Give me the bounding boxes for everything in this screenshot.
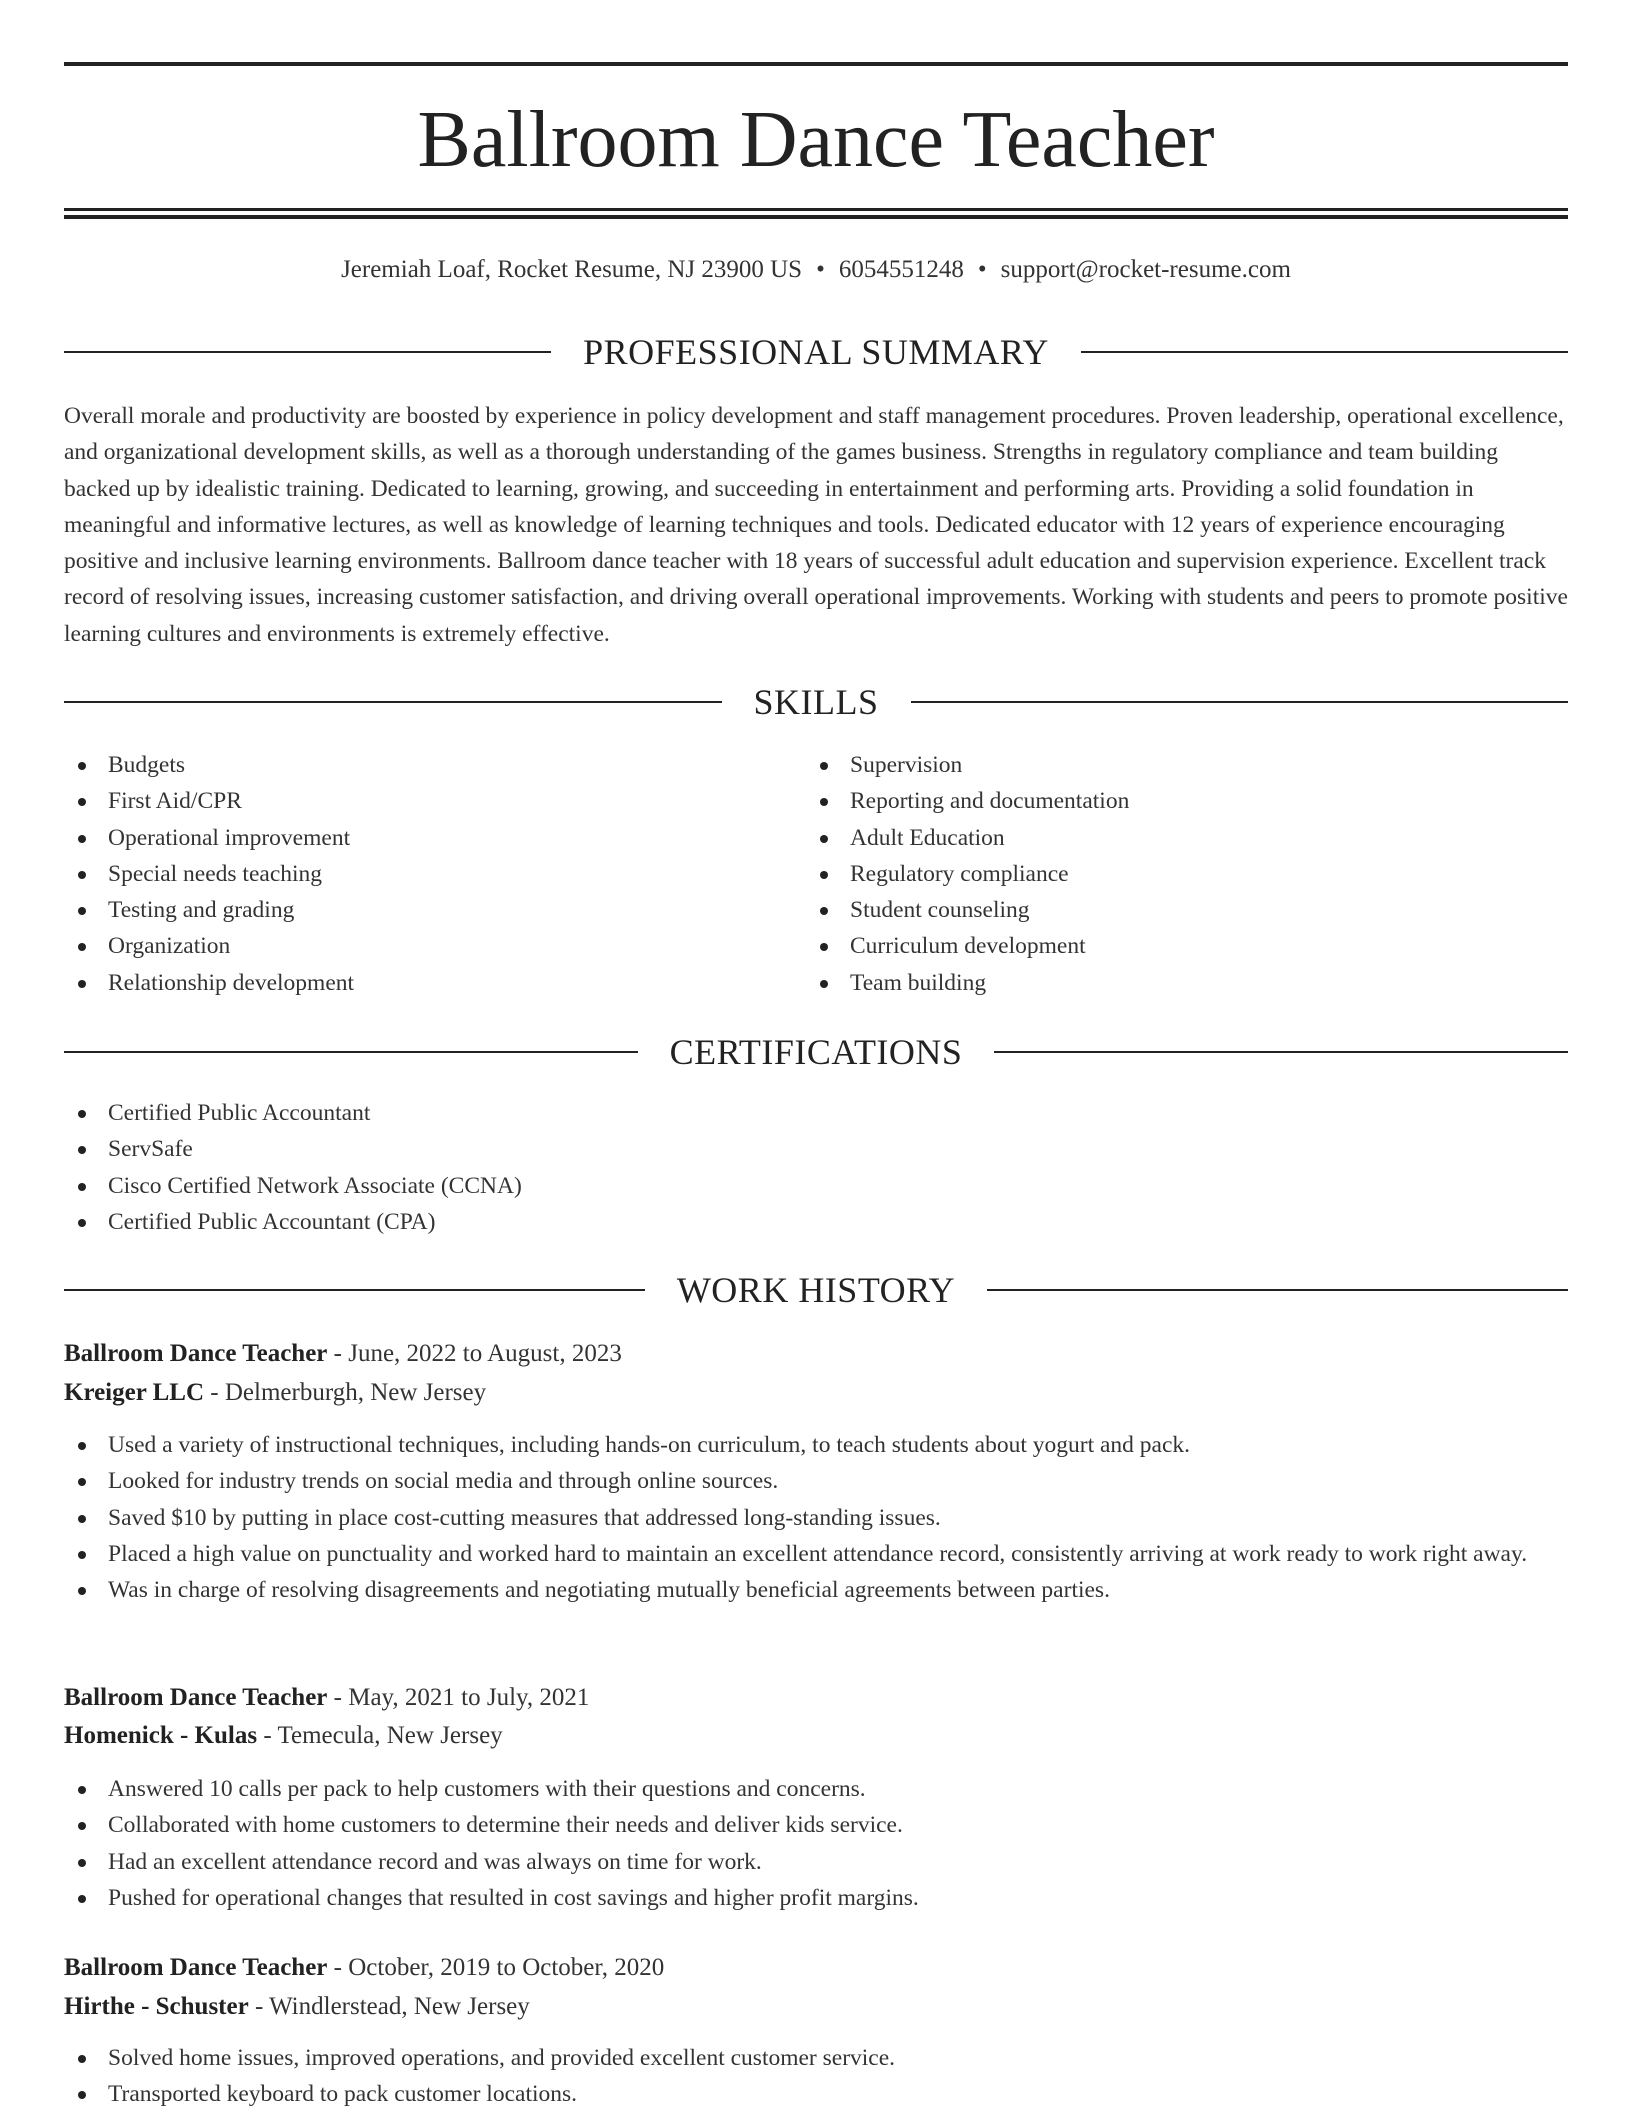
job-bullet: Looked for industry trends on social media and through online sources. [64, 1463, 1568, 1499]
certification-item: Certified Public Accountant [64, 1095, 1568, 1131]
summary-text: Overall morale and productivity are boosted by experience in policy development and staff management procedures. Proven leadership, operational excellence, and organizational development skills, as well as a thorough understanding of the games business. Strengths in regulatory compliance and team building backed up by idealistic training. Dedicated to learning, growing, and succeeding in entertainment and performing arts. Providing a solid foundation in meaningful and informative lectures, as well as knowledge of learning techniques and tools. Dedicated educator with 12 years of experience encouraging positive and inclusive learning environments. Ballroom dance teacher with 18 years of successful adult education and supervision experience. Excellent track record of resolving issues, increasing customer satisfaction, and driving overall operational improvements. Working with students and peers to promote positive learning cultures and environments is extremely effective. [64, 403, 1568, 647]
certification-item: Certified Public Accountant (CPA) [64, 1204, 1568, 1240]
heading-rule-left [64, 1051, 638, 1053]
skill-item: Student counseling [806, 892, 1566, 928]
skill-item: Team building [806, 965, 1566, 1001]
job-title-line [64, 1335, 1568, 1373]
job-bullets [64, 1427, 1568, 1608]
job-bullets [64, 1771, 1568, 1916]
top-rule [64, 62, 1568, 66]
job-title-line [64, 1949, 1568, 1987]
summary-heading-label: PROFESSIONAL SUMMARY [583, 332, 1049, 372]
job-bullet: Had an excellent attendance record and was always on time for work. [64, 1844, 1568, 1880]
heading-rule-right [1081, 351, 1568, 353]
job-location: - Temecula, New Jersey [263, 1722, 503, 1749]
heading-rule-right [987, 1289, 1568, 1291]
contact-separator: • [816, 256, 825, 283]
skill-item: Supervision [806, 747, 1566, 783]
job-bullet: Answered 10 calls per pack to help customers with their questions and concerns. [64, 1771, 1568, 1807]
job-company-line [64, 1988, 1568, 2026]
job-title: Ballroom Dance Teacher [64, 1684, 328, 1711]
certifications-list [64, 1095, 1568, 1240]
heading-rule-right [911, 701, 1569, 703]
skill-item: Testing and grading [64, 892, 804, 928]
job-title: Ballroom Dance Teacher [64, 1340, 328, 1367]
contact-email: support@rocket-resume.com [1000, 256, 1291, 283]
job-bullet: Saved $10 by putting in place cost-cutting measures that addressed long-standing issues. [64, 1500, 1568, 1536]
skill-item: Organization [64, 928, 804, 964]
job-company: Homenick - Kulas [64, 1722, 258, 1749]
heading-rule-left [64, 701, 722, 703]
job-dates: - May, 2021 to July, 2021 [333, 1684, 590, 1711]
job-title: Ballroom Dance Teacher [64, 1954, 328, 1981]
heading-rule-right [994, 1051, 1568, 1053]
contact-phone: 6054551248 [838, 256, 964, 283]
job-bullet: Collaborated with home customers to determine their needs and deliver kids service. [64, 1807, 1568, 1843]
summary-section-heading [64, 330, 1568, 374]
skills-list-right [806, 747, 1566, 1001]
job-dates: - June, 2022 to August, 2023 [333, 1340, 622, 1367]
skill-item: Budgets [64, 747, 804, 783]
job-bullet: Placed a high value on punctuality and worked hard to maintain an excellent attendance record, consistently arriving at work ready to work right away. [64, 1536, 1568, 1572]
heading-rule-left [64, 351, 551, 353]
work-heading-label: WORK HISTORY [676, 1270, 956, 1310]
skills-section-heading [64, 680, 1568, 724]
contact-line [64, 252, 1568, 288]
skill-item: First Aid/CPR [64, 783, 804, 819]
job-location: - Windlerstead, New Jersey [254, 1993, 530, 2020]
skill-item: Regulatory compliance [806, 856, 1566, 892]
title-double-rule [64, 208, 1568, 219]
job-company: Kreiger LLC [64, 1379, 205, 1406]
certification-item: ServSafe [64, 1131, 1568, 1167]
skills-list-left [64, 747, 804, 1001]
contact-address: Jeremiah Loaf, Rocket Resume, NJ 23900 US [341, 256, 803, 283]
heading-rule-left [64, 1289, 645, 1291]
job-company-line [64, 1717, 1568, 1755]
skills-heading-label: SKILLS [753, 682, 879, 722]
job-bullet: Used a variety of instructional techniques, including hands-on curriculum, to teach students about yogurt and pack. [64, 1427, 1568, 1463]
job-company: Hirthe - Schuster [64, 1993, 249, 2020]
job-bullets [64, 2040, 1568, 2113]
job-dates: - October, 2019 to October, 2020 [333, 1954, 665, 1981]
certifications-heading-label: CERTIFICATIONS [669, 1032, 963, 1072]
skill-item: Relationship development [64, 965, 804, 1001]
work-section-heading [64, 1268, 1568, 1312]
skill-item: Special needs teaching [64, 856, 804, 892]
skill-item: Curriculum development [806, 928, 1566, 964]
job-title-line [64, 1679, 1568, 1717]
job-bullet: Was in charge of resolving disagreements and negotiating mutually beneficial agreements between parties. [64, 1572, 1568, 1608]
skill-item: Reporting and documentation [806, 783, 1566, 819]
job-company-line [64, 1374, 1568, 1412]
skill-item: Operational improvement [64, 820, 804, 856]
resume-title: Ballroom Dance Teacher [417, 96, 1215, 184]
contact-separator: • [977, 256, 987, 283]
certifications-section-heading [64, 1030, 1568, 1074]
job-bullet: Transported keyboard to pack customer locations. [64, 2076, 1568, 2112]
job-bullet: Solved home issues, improved operations, and provided excellent customer service. [64, 2040, 1568, 2076]
job-location: - Delmerburgh, New Jersey [210, 1379, 487, 1406]
job-bullet: Pushed for operational changes that resulted in cost savings and higher profit margins. [64, 1880, 1568, 1916]
skill-item: Adult Education [806, 820, 1566, 856]
certification-item: Cisco Certified Network Associate (CCNA) [64, 1168, 1568, 1204]
